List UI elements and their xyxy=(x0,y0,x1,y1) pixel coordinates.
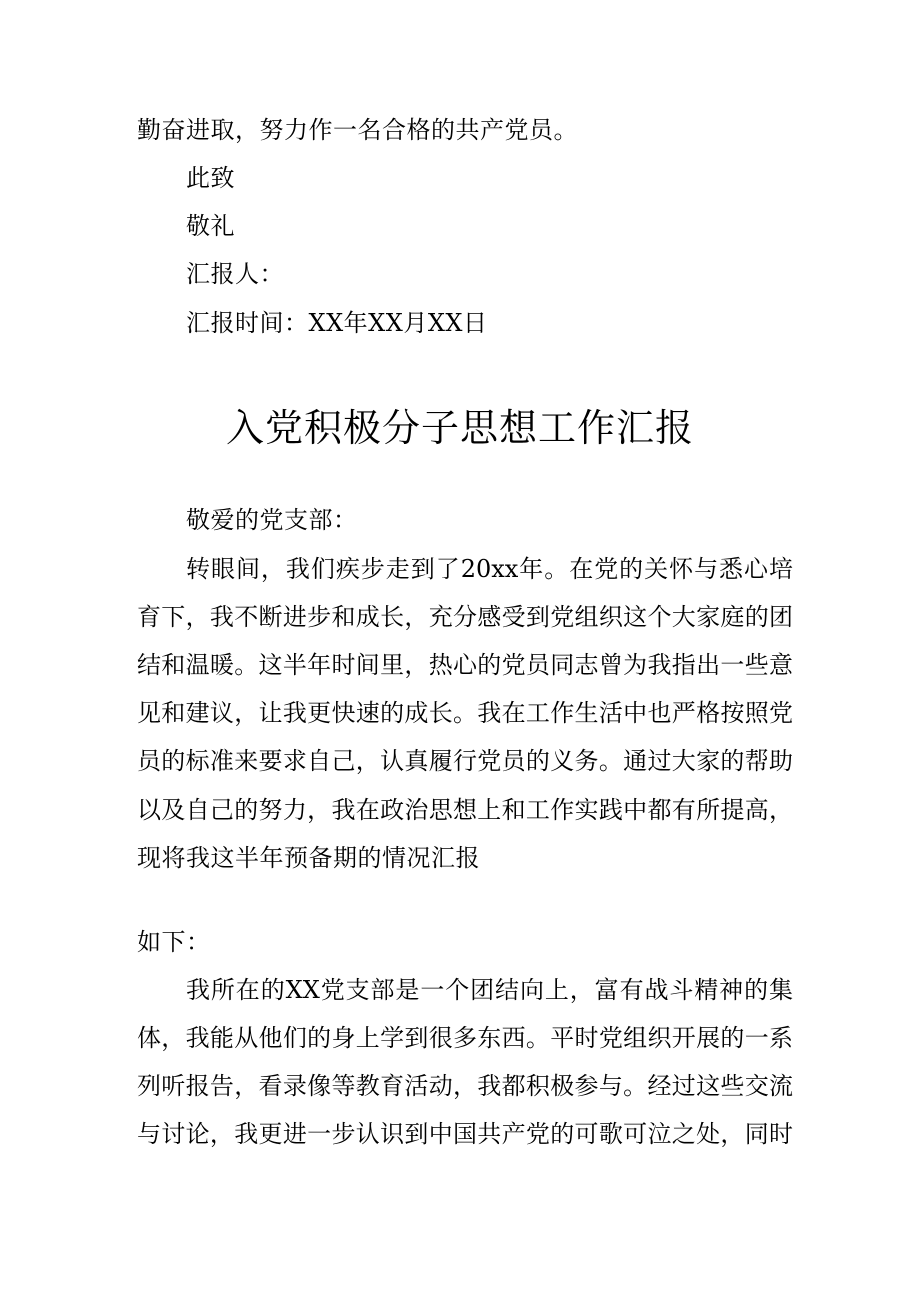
paragraph-2-line-3: 列听报告，看录像等教育活动，我都积极参与。经过这些交流 xyxy=(137,1072,793,1100)
closing-line: 勤奋进取，努力作一名合格的共产党员。 xyxy=(137,116,578,144)
paragraph-2-line-1: 我所在的XX党支部是一个团结向上，富有战斗精神的集 xyxy=(186,976,793,1004)
document-title: 入党积极分子思想工作汇报 xyxy=(225,406,694,450)
paragraph-1-line-3: 结和温暖。这半年时间里，热心的党员同志曾为我指出一些意 xyxy=(137,651,793,679)
paragraph-1-line-5: 员的标准来要求自己，认真履行党员的义务。通过大家的帮助 xyxy=(137,747,793,775)
paragraph-2-line-2: 体，我能从他们的身上学到很多东西。平时党组织开展的一系 xyxy=(137,1024,793,1052)
as-follows: 如下： xyxy=(137,928,211,956)
paragraph-1-line-1: 转眼间，我们疾步走到了20xx年。在党的关怀与悉心培 xyxy=(186,555,793,583)
paragraph-1-line-4: 见和建议，让我更快速的成长。我在工作生活中也严格按照党 xyxy=(137,699,793,727)
paragraph-1-line-6: 以及自己的努力，我在政治思想上和工作实践中都有所提高， xyxy=(137,796,793,824)
salutation-cizhi: 此致 xyxy=(186,164,235,192)
paragraph-1-line-2: 育下，我不断进步和成长，充分感受到党组织这个大家庭的团 xyxy=(137,603,793,631)
paragraph-1-line-7: 现将我这半年预备期的情况汇报 xyxy=(137,844,480,872)
greeting: 敬爱的党支部： xyxy=(186,506,358,534)
reporter-label: 汇报人： xyxy=(186,260,284,288)
salutation-jingli: 敬礼 xyxy=(186,212,235,240)
report-time: 汇报时间：XX年XX月XX日 xyxy=(186,309,488,337)
paragraph-2-line-4: 与讨论，我更进一步认识到中国共产党的可歌可泣之处，同时 xyxy=(137,1120,793,1148)
